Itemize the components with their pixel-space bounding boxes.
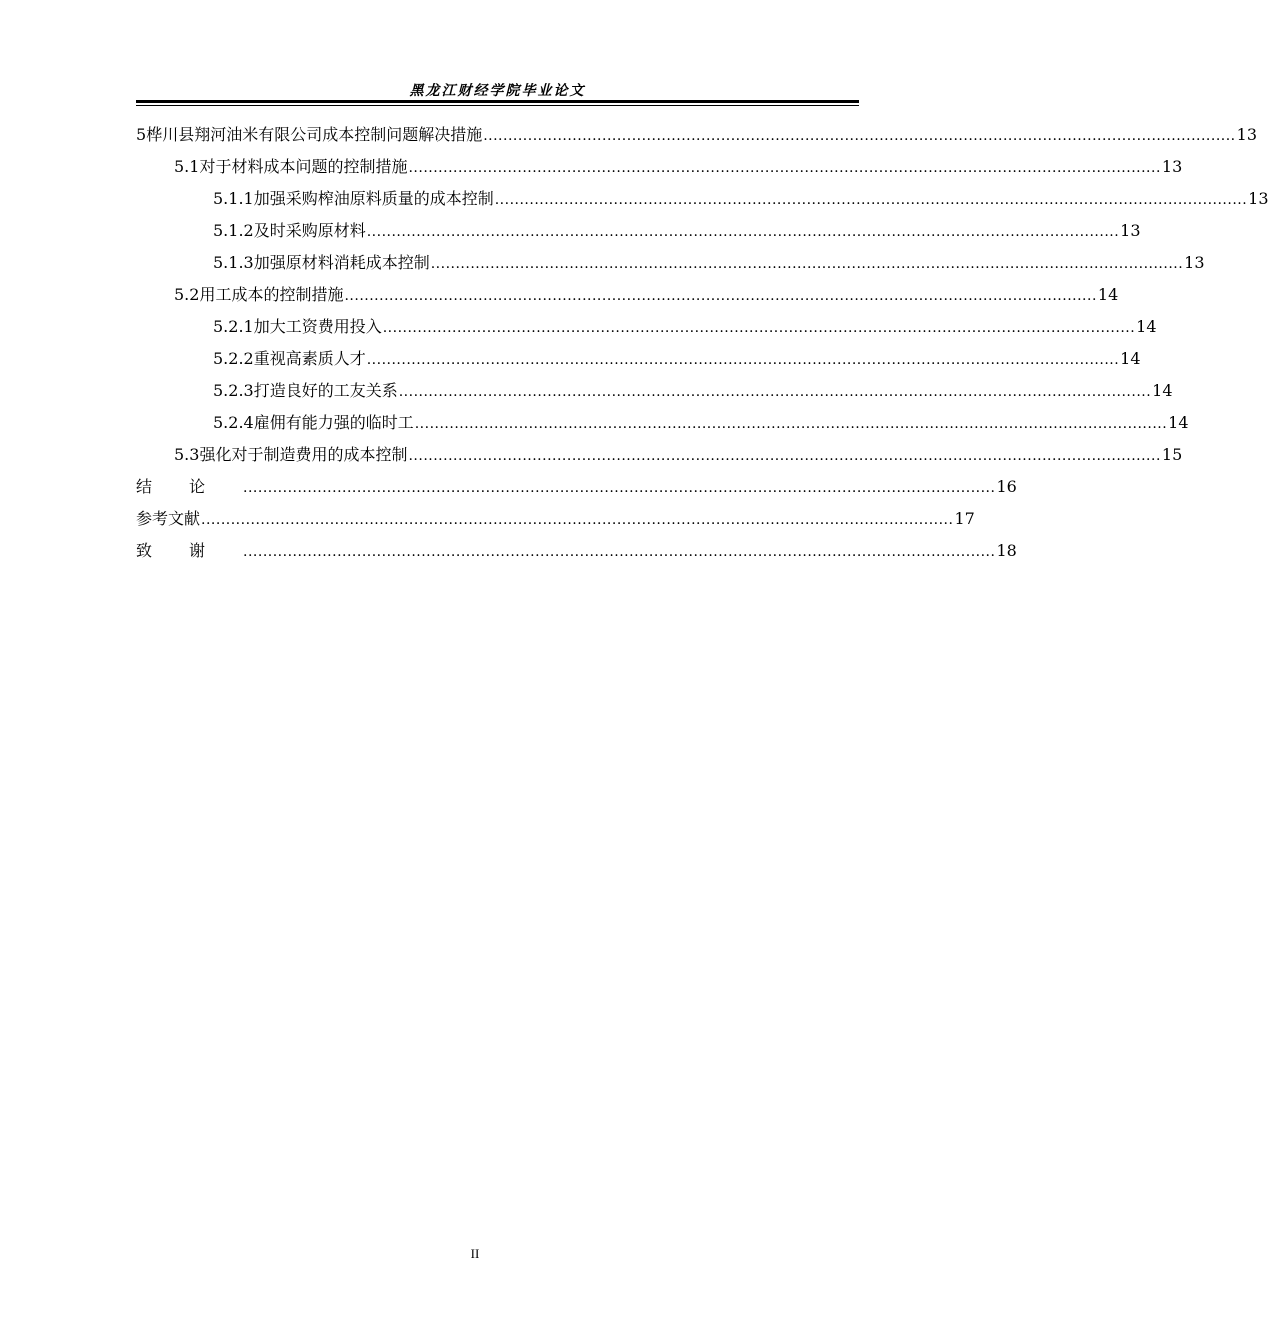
- toc-page: 18: [996, 541, 1017, 560]
- toc-page: 17: [954, 509, 975, 528]
- toc-entry-acknowledgements[interactable]: [136, 535, 1017, 567]
- toc-page: 14: [1168, 413, 1189, 432]
- toc-entry-5-2-4[interactable]: [136, 407, 1189, 439]
- toc-title: 致谢: [136, 541, 243, 560]
- toc-page: 14: [1152, 381, 1173, 400]
- toc-number: 5.2.1: [213, 317, 254, 336]
- toc-title: 结论: [136, 477, 243, 496]
- toc-page: 13: [1161, 157, 1183, 176]
- toc-title: 参考文献: [136, 509, 201, 528]
- toc-number: 5.2.4: [213, 413, 254, 432]
- toc-number: 5.1.3: [213, 253, 254, 272]
- toc-leader: ........................................................................................................................................................: [414, 416, 1168, 432]
- toc-title: 雇佣有能力强的临时工: [253, 413, 414, 432]
- toc-leader: ........................................................................................................................................................: [483, 128, 1236, 144]
- toc-title: 及时采购原材料: [253, 221, 366, 240]
- table-of-contents: [136, 119, 1269, 567]
- toc-title: 加大工资费用投入: [253, 317, 382, 336]
- toc-number: 5.1.2: [213, 221, 254, 240]
- toc-title: 对于材料成本问题的控制措施: [199, 157, 408, 176]
- toc-page: 14: [1136, 317, 1157, 336]
- toc-entry-5-1-2[interactable]: [136, 215, 1141, 247]
- toc-number: 5.1.1: [213, 189, 254, 208]
- toc-page: 13: [1236, 125, 1257, 144]
- toc-entry-5-2-1[interactable]: [136, 311, 1157, 343]
- toc-entry-5-1-1[interactable]: [136, 183, 1269, 215]
- toc-leader: ........................................................................................................................................................: [366, 352, 1120, 368]
- toc-entry-conclusion[interactable]: [136, 471, 1017, 503]
- toc-leader: ........................................................................................................................................................: [366, 224, 1120, 240]
- toc-page: 13: [1120, 221, 1141, 240]
- toc-title: 强化对于制造费用的成本控制: [199, 445, 408, 464]
- toc-leader: ........................................................................................................................................................: [430, 256, 1184, 272]
- toc-leader: ........................................................................................................................................................: [243, 544, 996, 560]
- toc-leader: ........................................................................................................................................................: [243, 480, 996, 496]
- toc-title: 用工成本的控制措施: [199, 285, 344, 304]
- toc-number: 5: [136, 125, 147, 144]
- toc-page: 13: [1184, 253, 1205, 272]
- toc-leader: ........................................................................................................................................................: [408, 448, 1161, 464]
- toc-entry-references[interactable]: [136, 503, 975, 535]
- toc-leader: ........................................................................................................................................................: [398, 384, 1152, 400]
- toc-entry-5-1[interactable]: [136, 151, 1183, 183]
- toc-entry-5-3[interactable]: [136, 439, 1183, 471]
- toc-entry-5-2-3[interactable]: [136, 375, 1173, 407]
- toc-number: 5.2: [174, 285, 200, 304]
- toc-title: 加强采购榨油原料质量的成本控制: [253, 189, 494, 208]
- page-number: II: [470, 1246, 480, 1261]
- toc-leader: ........................................................................................................................................................: [494, 192, 1248, 208]
- toc-title: 桦川县翔河油米有限公司成本控制问题解决措施: [146, 125, 483, 144]
- toc-leader: ........................................................................................................................................................: [344, 288, 1097, 304]
- toc-entry-5-2[interactable]: [136, 279, 1119, 311]
- running-header-title: 黑龙江财经学院毕业论文: [409, 83, 586, 99]
- toc-title: 打造良好的工友关系: [253, 381, 398, 400]
- toc-title: 重视高素质人才: [253, 349, 366, 368]
- toc-leader: ........................................................................................................................................................: [382, 320, 1136, 336]
- toc-entry-chapter-5[interactable]: [136, 119, 1257, 151]
- toc-leader: ........................................................................................................................................................: [201, 512, 954, 528]
- header-rule-thick: [136, 100, 859, 103]
- toc-page: 16: [996, 477, 1017, 496]
- toc-number: 5.3: [174, 445, 200, 464]
- toc-number: 5.2.3: [213, 381, 254, 400]
- toc-title: 加强原材料消耗成本控制: [253, 253, 430, 272]
- header-rule-thin: [136, 105, 859, 106]
- toc-number: 5.1: [174, 157, 200, 176]
- toc-page: 15: [1161, 445, 1183, 464]
- toc-page: 14: [1120, 349, 1141, 368]
- toc-entry-5-1-3[interactable]: [136, 247, 1205, 279]
- toc-number: 5.2.2: [213, 349, 254, 368]
- toc-leader: ........................................................................................................................................................: [408, 160, 1161, 176]
- toc-page: 13: [1248, 189, 1269, 208]
- toc-page: 14: [1097, 285, 1119, 304]
- toc-entry-5-2-2[interactable]: [136, 343, 1141, 375]
